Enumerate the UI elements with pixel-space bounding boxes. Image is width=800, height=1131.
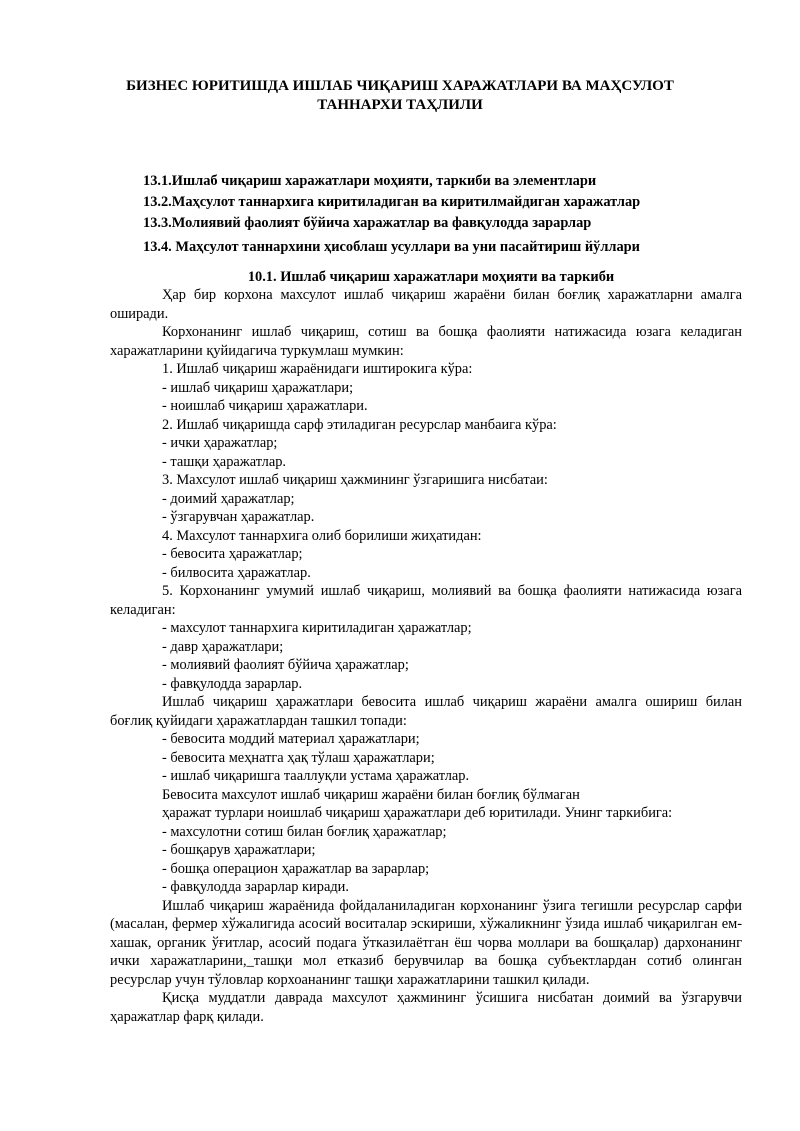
paragraph: Ишлаб чиқариш жараёнида фойдаланиладиган корхонанинг ўзига тегишли ресурслар сарфи (масалан, фермер хўжалигида асосий воситалар эскириши, хўжаликнинг ўзида ишлаб чиқарилган ем-хашак, органик ўғитлар, асосий подага ўтказилаётган ёш чорва моллари ва бошқалар) дархонанинг ички харажатларини,_ташқи мол етказиб берувчилар ва бошқа субъектлардан сотиб олинган ресурслар учун тўловлар корхоананинг ташқи харажатларини ташкил қилади. (110, 897, 742, 988)
list-item: - билвосита ҳаражатлар. (162, 564, 311, 581)
paragraph: Корхонанинг ишлаб чиқариш, сотиш ва бошқа фаолияти натижасида юзага келадиган харажатларини қуйидагича туркумлаш мумкин: (110, 324, 742, 359)
title-line-2: ТАННАРХИ ТАҲЛИЛИ (317, 97, 483, 113)
toc-item: 13.4. Маҳсулот таннархини ҳисоблаш усуллари ва уни пасайтириш йўллари (143, 239, 640, 255)
toc-item: 13.1.Ишлаб чиқариш харажатлари моҳияти, таркиби ва элементлари (143, 173, 597, 189)
list-item: - бевосита ҳаражатлар; (162, 546, 303, 562)
list-item: - ноишлаб чиқариш ҳаражатлари. (162, 398, 368, 414)
paragraph: Ишлаб чиқариш ҳаражатлари бевосита ишлаб чиқариш жараёни амалга ошириш билан боғлиқ қуйидаги ҳаражатлардан ташкил топади: (110, 694, 742, 729)
list-item: - бошқа операцион ҳаражатлар ва зарарлар; (162, 860, 430, 877)
list-item: - давр ҳаражатлари; (162, 638, 284, 655)
list-item: 4. Махсулот таннархига олиб борилиши жиҳатидан: (162, 527, 482, 544)
list-item: - ички ҳаражатлар; (162, 435, 278, 451)
title-line-1: БИЗНЕС ЮРИТИШДА ИШЛАБ ЧИҚАРИШ ХАРАЖАТЛАРИ ВА МАҲСУЛОТ (126, 78, 674, 94)
list-item: Бевосита махсулот ишлаб чиқариш жараёни билан боғлиқ бўлмаган (162, 786, 580, 803)
document-title (100, 77, 700, 115)
list-item: 3. Махсулот ишлаб чиқариш ҳажмининг ўзгаришига нисбатаи: (162, 472, 548, 488)
list-item: - фавқулодда зарарлар киради. (162, 879, 349, 895)
toc-item: 13.3.Молиявий фаолият бўйича харажатлар ва фавқулодда зарарлар (143, 215, 592, 231)
list-item: - бошқарув ҳаражатлари; (162, 842, 316, 858)
list-item: 2. Ишлаб чиқаришда сарф этиладиган ресурслар манбаига кўра: (162, 416, 557, 433)
list-item: - ишлаб чиқаришга тааллуқли устама ҳаражатлар. (162, 768, 470, 784)
paragraph: Ҳар бир корхона махсулот ишлаб чиқариш жараёни билан боғлиқ харажатларни амалга оширади. (110, 287, 742, 322)
toc-item: 13.2.Маҳсулот таннархига киритиладиган ва киритилмайдиган харажатлар (143, 194, 641, 210)
list-item: - доимий ҳаражатлар; (162, 490, 295, 507)
list-item: - ишлаб чиқариш ҳаражатлари; (162, 379, 354, 396)
list-item: - фавқулодда зарарлар. (162, 675, 303, 692)
body-text (110, 286, 742, 1026)
list-item: - бевосита моддий материал ҳаражатлари; (162, 731, 420, 747)
list-item: - молиявий фаолият бўйича ҳаражатлар; (162, 657, 409, 673)
section-heading: 10.1. Ишлаб чиқариш харажатлари моҳияти ва таркиби (247, 269, 615, 285)
paragraph: 5. Корхонанинг умумий ишлаб чиқариш, молиявий ва бошқа фаолияти натижасида юзага келадиган: (110, 583, 742, 618)
list-item: ҳаражат турлари ноишлаб чиқариш ҳаражатлари деб юритилади. Унинг таркибига: (162, 805, 673, 821)
list-item: - бевосита меҳнатга ҳақ тўлаш ҳаражатлари; (162, 749, 435, 766)
list-item: - махсулотни сотиш билан боғлиқ ҳаражатлар; (162, 823, 447, 840)
list-item: 1. Ишлаб чиқариш жараёнидаги иштирокига кўра: (162, 361, 473, 377)
list-item: - махсулот таннархига киритиладиган ҳаражатлар; (162, 620, 472, 636)
paragraph: Қисқа муддатли даврада махсулот ҳажмининг ўсишига нисбатан доимий ва ўзгарувчи ҳаражатлар фарқ қилади. (110, 990, 742, 1025)
list-item: - ташқи ҳаражатлар. (162, 453, 287, 470)
table-of-contents (143, 171, 640, 258)
list-item: - ўзгарувчан ҳаражатлар. (162, 509, 315, 525)
